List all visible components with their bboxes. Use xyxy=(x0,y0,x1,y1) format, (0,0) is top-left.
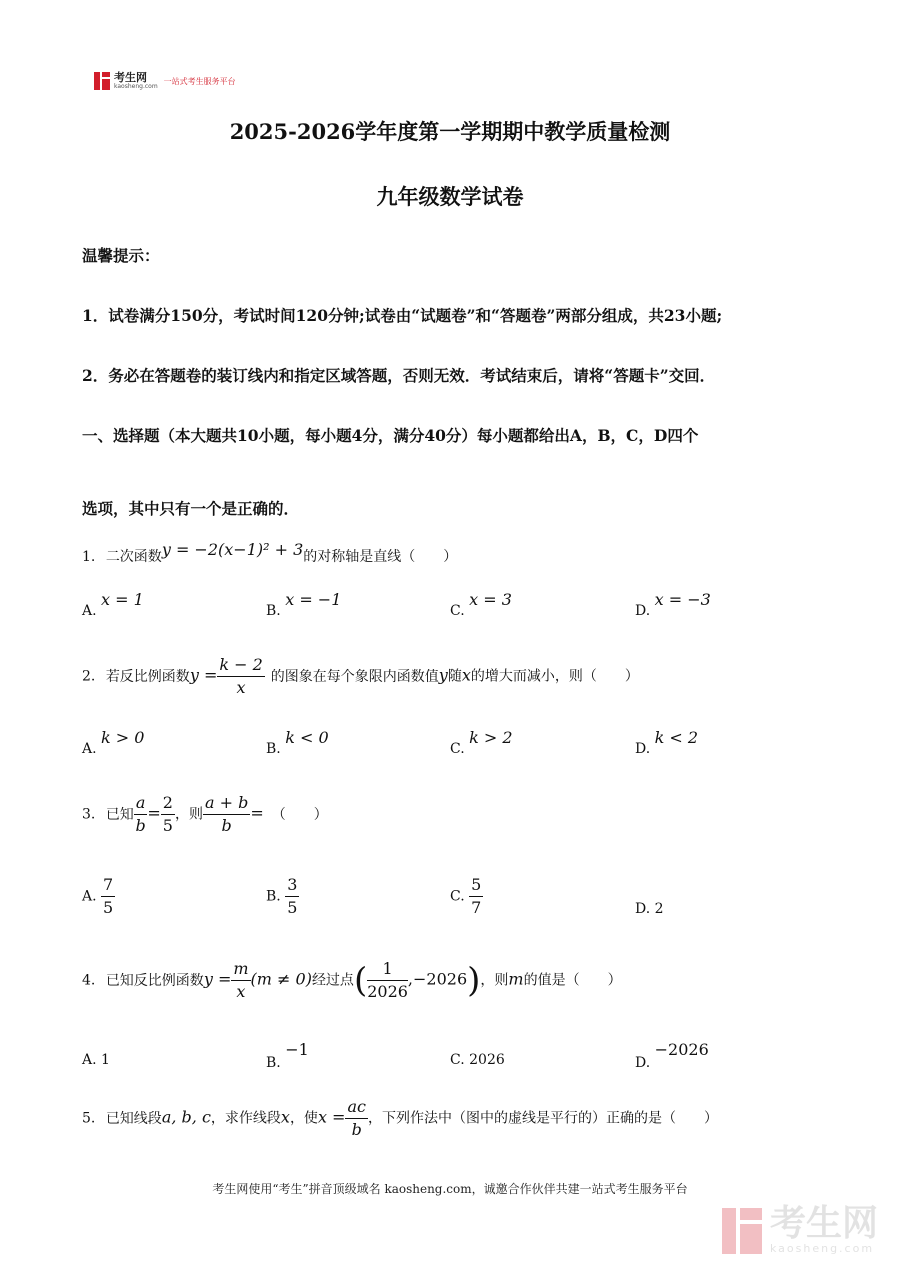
question-4: 4. 已知反比例函数y = $\frac{m}{x}$ (m ≠ 0)经过点( $\frac{1}{2026}$ ,−2026)，则m的值是（ ） xyxy=(82,959,622,1001)
option-d[interactable]: D. 2 xyxy=(635,901,664,917)
exam-title: 2025-2026学年度第一学期期中教学质量检测 xyxy=(229,119,671,144)
logo-name: 考生网 xyxy=(114,71,147,84)
question-number: 3. xyxy=(82,806,96,823)
option-b[interactable]: B. $\frac{3}{5}$ xyxy=(266,875,298,917)
question-2: 2. 若反比例函数y = $\frac{k - 2}{x}$ 的图象在每个象限内函数值y随x的增大而减小，则（ ） xyxy=(82,655,639,697)
section-heading: 一、选择题（本大题共10小题，每小题4分，满分40分）每小题都给出A，B，C，D四个 xyxy=(82,426,699,445)
question-1 xyxy=(82,540,458,566)
option-a[interactable]: A. k > 0 xyxy=(82,728,145,757)
question-5: 5. 已知线段a, b, c，求作线段x，使x = $\frac{ac}{b}$ ，下列作法中（图中的虚线是平行的）正确的是（ ） xyxy=(82,1097,718,1139)
exam-subtitle: 九年级数学试卷 xyxy=(376,184,524,209)
question-formula: y = −2(x−1)² + 3 xyxy=(161,540,304,559)
question-number: 4. xyxy=(82,972,96,989)
tips-item-2: 2．务必在答题卷的装订线内和指定区域答题，否则无效．考试结束后，请将“答题卡”交回． xyxy=(82,366,716,385)
watermark-name: 考生网 xyxy=(769,1203,878,1244)
tips-item-1: 1．试卷满分150分，考试时间120分钟;试卷由“试题卷”和“答题卷”两部分组成，共23小题; xyxy=(82,306,723,325)
option-d[interactable]: D. k < 2 xyxy=(635,728,699,757)
option-d[interactable]: D. x = −3 xyxy=(635,590,711,619)
logo-slogan: 一站式考生服务平台 xyxy=(163,76,236,86)
option-b[interactable]: B. k < 0 xyxy=(266,728,329,757)
question-number: 2. xyxy=(82,668,96,685)
logo-domain: kaosheng.com xyxy=(114,83,158,90)
question-text: 二次函数 xyxy=(105,549,162,565)
option-a[interactable]: A. 1 xyxy=(82,1052,110,1068)
question-number: 1. xyxy=(82,549,96,565)
section-heading-cont: 选项，其中只有一个是正确的． xyxy=(82,499,300,518)
option-a[interactable]: A. $\frac{7}{5}$ xyxy=(82,875,114,917)
option-c[interactable]: C. k > 2 xyxy=(450,728,513,757)
option-d[interactable]: D. −2026 xyxy=(635,1040,709,1071)
watermark-logo-icon xyxy=(722,1208,762,1254)
question-3: 3. 已知 $\frac{a}{b}$ = $\frac{2}{5}$ ，则 $\frac{a + b}{b}$ = （ ） xyxy=(82,793,328,835)
question-text: 的对称轴是直线（ ） xyxy=(303,549,458,565)
option-b[interactable]: B. −1 xyxy=(266,1040,309,1071)
option-c[interactable]: C. $\frac{5}{7}$ xyxy=(450,875,482,917)
option-b[interactable]: B. x = −1 xyxy=(266,590,342,619)
header-logo xyxy=(94,72,236,90)
question-number: 5. xyxy=(82,1110,96,1127)
question-fraction: $\frac{k - 2}{x}$ xyxy=(219,655,263,697)
watermark-domain: kaosheng.com xyxy=(769,1242,875,1255)
page-footer: 考生网使用“考生”拼音顶级域名 kaosheng.com，诚邀合作伙伴共建一站式考生服务平台 xyxy=(212,1182,688,1196)
option-a[interactable]: A. x = 1 xyxy=(82,590,144,619)
option-c[interactable]: C. x = 3 xyxy=(450,590,512,619)
logo-icon xyxy=(94,72,110,90)
option-c[interactable]: C. 2026 xyxy=(450,1052,505,1068)
watermark xyxy=(722,1203,878,1255)
tips-heading: 温馨提示： xyxy=(82,246,160,265)
